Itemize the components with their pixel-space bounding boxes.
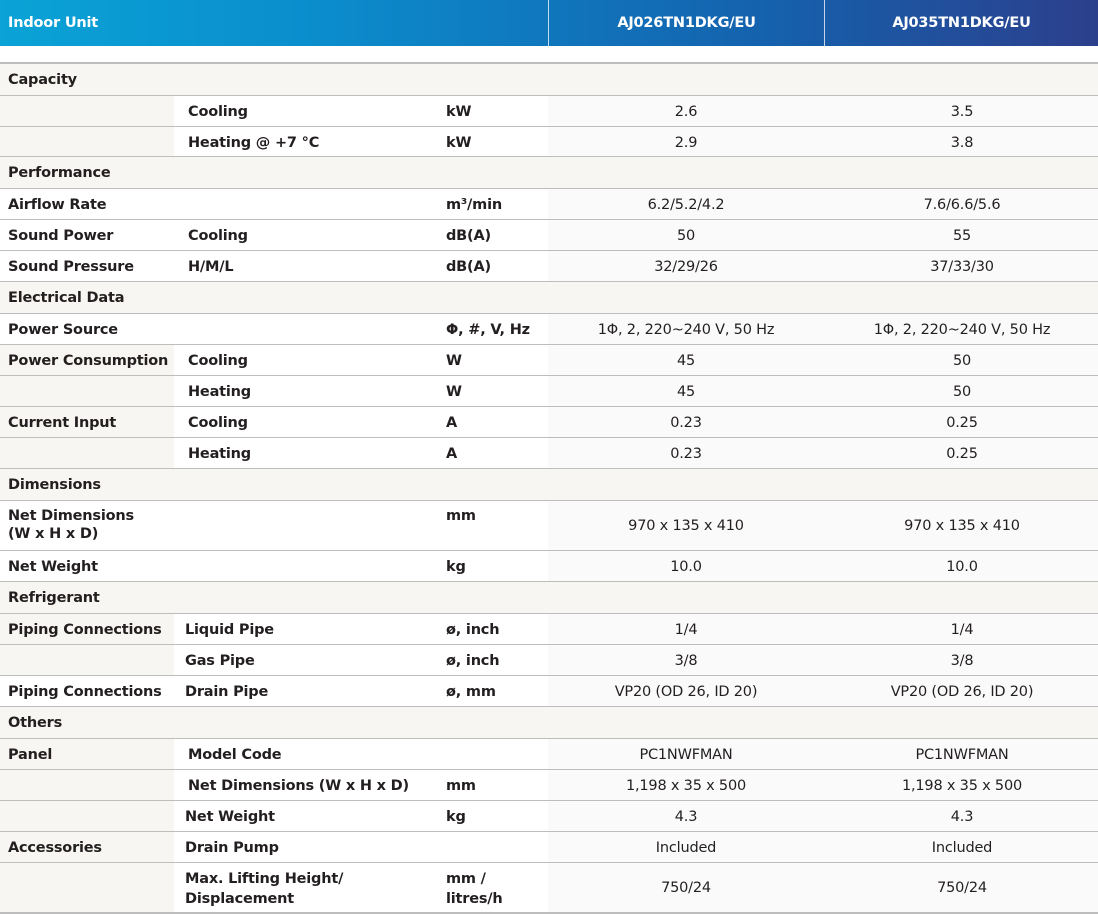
row-unit: mm: [446, 778, 476, 794]
value-model-2: 3.5: [950, 104, 974, 120]
group-label-piping_connections: Piping Connections: [8, 622, 162, 638]
group-label-accessories: Accessories: [8, 840, 102, 856]
value-model-2: 0.25: [946, 415, 978, 431]
group-label-panel: Panel: [8, 747, 53, 763]
row-unit: W: [446, 353, 462, 369]
value-model-2: 10.0: [946, 559, 978, 575]
value-model-2: 970 x 135 x 410: [904, 518, 1020, 534]
section-title-electrical: Electrical Data: [8, 290, 125, 306]
section-row: [0, 64, 1098, 95]
section-title-refrigerant: Refrigerant: [8, 590, 100, 606]
value-model-1: 2.9: [674, 135, 698, 151]
section-title-capacity: Capacity: [8, 72, 77, 88]
section-row: [0, 469, 1098, 500]
row-unit: Φ, #, V, Hz: [446, 322, 530, 338]
row-unit: ø, inch: [446, 622, 500, 638]
value-model-2: 3.8: [950, 135, 974, 151]
value-model-2: Included: [931, 840, 993, 856]
section-title-dimensions: Dimensions: [8, 477, 101, 493]
value-model-1: 3/8: [674, 653, 698, 669]
value-model-2: 3/8: [950, 653, 974, 669]
row-unit: A: [446, 446, 458, 462]
value-model-1: 45: [676, 353, 696, 369]
row-unit: W: [446, 384, 462, 400]
value-model-1: 2.6: [674, 104, 698, 120]
value-model-2: 0.25: [946, 446, 978, 462]
row-unit: A: [446, 415, 458, 431]
row-label: Net Dimensions (W x H x D): [8, 508, 134, 542]
row-sublabel: Heating: [188, 384, 251, 400]
value-model-2: 37/33/30: [930, 259, 994, 275]
row-label: Power Source: [8, 322, 118, 338]
table-header: [0, 0, 1098, 46]
row-sublabel: Drain Pump: [185, 840, 279, 856]
header-model-1: AJ026TN1DKG/EU: [617, 15, 756, 31]
value-model-1: 10.0: [670, 559, 702, 575]
value-model-1: 1,198 x 35 x 500: [625, 778, 747, 794]
row-unit: kg: [446, 809, 466, 825]
row-label: Sound Power: [8, 228, 114, 244]
value-model-2: VP20 (OD 26, ID 20): [890, 684, 1034, 700]
row-unit: ø, mm: [446, 684, 496, 700]
row-sublabel: Max. Lifting Height/ Displacement: [185, 871, 344, 907]
row-unit: dB(A): [446, 228, 491, 244]
row-label: Piping Connections: [8, 684, 162, 700]
row-unit: m³/min: [446, 197, 502, 213]
row-unit: mm / litres/h: [446, 871, 503, 907]
value-model-1: 0.23: [670, 415, 702, 431]
value-model-2: 50: [952, 353, 972, 369]
row-sublabel: Cooling: [188, 228, 248, 244]
value-model-2: 55: [952, 228, 972, 244]
row-unit: ø, inch: [446, 653, 500, 669]
row-sublabel: Net Dimensions (W x H x D): [188, 778, 409, 794]
row-sublabel: Heating: [188, 446, 251, 462]
row-sublabel: H/M/L: [188, 259, 234, 275]
value-model-2: 1,198 x 35 x 500: [901, 778, 1023, 794]
row-sublabel: Model Code: [188, 747, 282, 763]
value-model-1: 6.2/5.2/4.2: [647, 197, 725, 213]
row-unit: kW: [446, 135, 472, 151]
row-label: Airflow Rate: [8, 197, 107, 213]
group-label-current_input: Current Input: [8, 415, 117, 431]
row-label: Sound Pressure: [8, 259, 134, 275]
value-model-1: 0.23: [670, 446, 702, 462]
row-sublabel: Liquid Pipe: [185, 622, 274, 638]
value-model-1: VP20 (OD 26, ID 20): [614, 684, 758, 700]
row-sublabel: Gas Pipe: [185, 653, 255, 669]
section-title-others: Others: [8, 715, 62, 731]
section-row: [0, 707, 1098, 738]
value-model-2: 50: [952, 384, 972, 400]
row-sublabel: Cooling: [188, 104, 248, 120]
section-row: [0, 282, 1098, 313]
row-sublabel: Drain Pipe: [185, 684, 269, 700]
value-model-1: Included: [655, 840, 717, 856]
value-model-1: 32/29/26: [654, 259, 718, 275]
header-title: Indoor Unit: [8, 15, 99, 31]
row-sublabel: Cooling: [188, 353, 248, 369]
value-model-2: 7.6/6.6/5.6: [923, 197, 1001, 213]
row-sublabel: Heating @ +7 °C: [188, 135, 320, 151]
value-model-1: PC1NWFMAN: [639, 747, 733, 763]
section-title-performance: Performance: [8, 165, 111, 181]
value-model-1: 1Φ, 2, 220~240 V, 50 Hz: [597, 322, 775, 338]
value-model-1: 50: [676, 228, 696, 244]
value-model-1: 45: [676, 384, 696, 400]
section-row: [0, 582, 1098, 613]
value-model-2: 1/4: [950, 622, 974, 638]
header-model-2: AJ035TN1DKG/EU: [892, 15, 1031, 31]
row-sublabel: Net Weight: [185, 809, 275, 825]
group-label-power_consumption: Power Consumption: [8, 353, 169, 369]
value-model-2: 1Φ, 2, 220~240 V, 50 Hz: [873, 322, 1051, 338]
value-model-2: PC1NWFMAN: [915, 747, 1009, 763]
value-model-1: 4.3: [674, 809, 698, 825]
value-model-2: 4.3: [950, 809, 974, 825]
row-unit: mm: [446, 508, 476, 524]
value-model-2: 750/24: [937, 880, 987, 896]
row-unit: kW: [446, 104, 472, 120]
value-model-1: 750/24: [661, 880, 711, 896]
row-sublabel: Cooling: [188, 415, 248, 431]
row-unit: dB(A): [446, 259, 491, 275]
row-unit: kg: [446, 559, 466, 575]
value-model-1: 1/4: [674, 622, 698, 638]
value-model-1: 970 x 135 x 410: [628, 518, 744, 534]
row-label: Net Weight: [8, 559, 98, 575]
section-row: [0, 157, 1098, 188]
